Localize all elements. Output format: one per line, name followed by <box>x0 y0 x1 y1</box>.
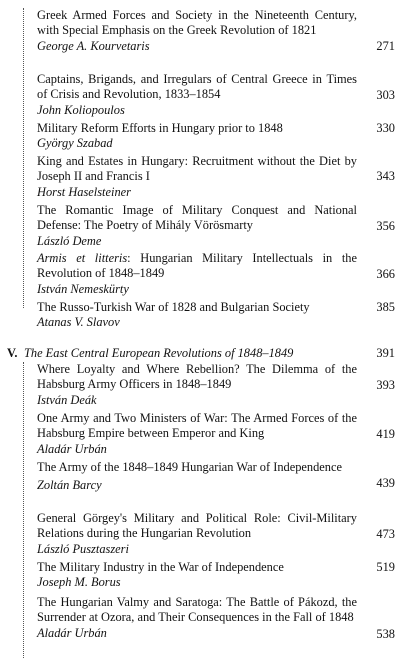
entry-title <box>37 251 357 282</box>
section-left-rule <box>23 362 30 658</box>
entry-title-italic: Armis et litteris <box>37 251 128 265</box>
section-left-rule <box>23 8 30 308</box>
entry-page-number: 519 <box>376 560 395 574</box>
toc-entry <box>37 460 357 494</box>
toc-entry <box>37 511 357 557</box>
toc-entry <box>37 121 357 152</box>
entry-title: The Romantic Image of Military Conquest and National Defense: The Poetry of Mihály Vörösmarty <box>37 203 357 233</box>
entry-title: Captains, Brigands, and Irregulars of Central Greece in Times of Crisis and Revolution, 1833–1854 <box>37 72 357 102</box>
entry-page-number: 343 <box>376 169 395 183</box>
entry-page-number: 303 <box>376 88 395 102</box>
entry-page-number: 439 <box>376 476 395 490</box>
entry-title: General Görgey's Military and Political Role: Civil-Military Relations during the Hungarian Revolution <box>37 511 357 541</box>
entry-title: King and Estates in Hungary: Recruitment without the Diet by Joseph II and Francis I <box>37 154 357 184</box>
entry-title: Where Loyalty and Where Rebellion? The Dilemma of the Habsburg Army Officers in 1848–1849 <box>37 362 357 392</box>
entry-author: Aladár Urbán <box>37 625 107 640</box>
section-page-number: 391 <box>376 346 395 360</box>
section-title: The East Central European Revolutions of 1848–1849 <box>24 346 294 360</box>
entry-author: Horst Haselsteiner <box>37 184 131 199</box>
toc-entry <box>37 8 357 54</box>
toc-entry <box>37 560 357 591</box>
toc-entry <box>37 203 357 249</box>
entry-page-number: 271 <box>376 39 395 53</box>
entry-title: The Hungarian Valmy and Saratoga: The Battle of Pákozd, the Surrender at Ozora, and Their Consequences in the Fall of 1848 <box>37 595 357 625</box>
toc-entry <box>37 251 357 297</box>
toc-entry <box>37 154 357 200</box>
entry-page-number: 366 <box>376 267 395 281</box>
toc-entry <box>37 362 357 408</box>
entry-page-number: 473 <box>376 527 395 541</box>
entry-page-number: 419 <box>376 427 395 441</box>
entry-page-number: 385 <box>376 300 395 314</box>
entry-author: László Pusztaszeri <box>37 541 129 556</box>
toc-entry <box>37 595 357 641</box>
toc-entry <box>37 411 357 457</box>
entry-author: Zoltán Barcy <box>37 478 102 493</box>
entry-title: Greek Armed Forces and Society in the Nineteenth Century, with Special Emphasis on the Greek Revolution of 1821 <box>37 8 357 38</box>
entry-author: István Deák <box>37 392 97 407</box>
entry-page-number: 330 <box>376 121 395 135</box>
entry-title: One Army and Two Ministers of War: The Armed Forces of the Habsburg Empire between Emperor and King <box>37 411 357 441</box>
entry-author: István Nemeskürty <box>37 281 129 296</box>
entry-page-number: 538 <box>376 627 395 641</box>
entry-author: Aladár Urbán <box>37 441 107 456</box>
toc-entry <box>37 72 357 118</box>
entry-author: László Deme <box>37 233 102 248</box>
toc-entry <box>37 300 357 331</box>
section-number: V. <box>7 346 18 360</box>
entry-title: The Military Industry in the War of Independence <box>37 560 284 574</box>
entry-page-number: 393 <box>376 378 395 392</box>
entry-page-number: 356 <box>376 219 395 233</box>
entry-title: The Army of the 1848–1849 Hungarian War of Independence <box>37 460 343 474</box>
entry-author: George A. Kourvetaris <box>37 38 150 53</box>
entry-author: John Koliopoulos <box>37 102 125 117</box>
entry-title-rest: : Hungarian Military Intellectuals in the Revolution of 1848–1849 <box>37 251 357 281</box>
entry-title: The Russo-Turkish War of 1828 and Bulgarian Society <box>37 300 310 314</box>
entry-author: Joseph M. Borus <box>37 575 121 590</box>
section-heading <box>7 346 367 361</box>
entry-title: Military Reform Efforts in Hungary prior to 1848 <box>37 121 283 135</box>
entry-author: György Szabad <box>37 136 113 151</box>
entry-author: Atanas V. Slavov <box>37 315 120 330</box>
